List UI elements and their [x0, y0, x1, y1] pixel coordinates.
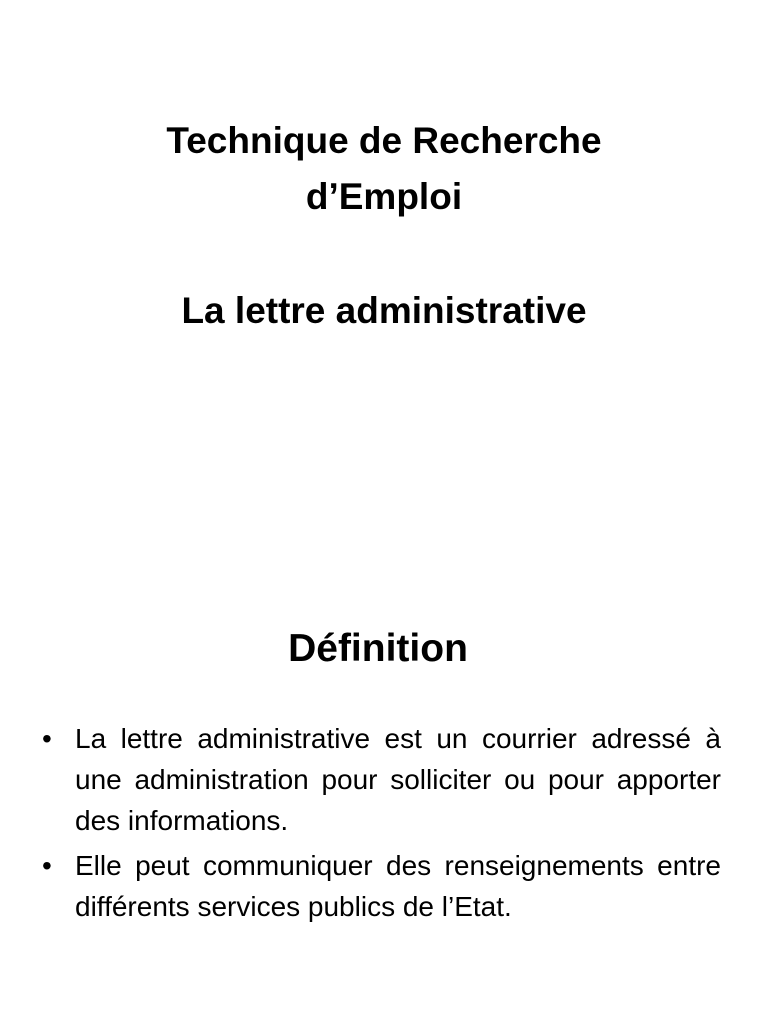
definition-list [40, 718, 721, 931]
bullet-icon: • [42, 723, 52, 754]
page-subtitle: La lettre administrative [181, 290, 587, 331]
section-heading: Définition [288, 627, 468, 670]
list-item [40, 845, 721, 927]
bullet-icon: • [42, 850, 52, 881]
list-item-text: La lettre administrative est un courrier adressé à une administration pour solliciter ou pour apporter des informations. [75, 723, 721, 836]
title-line-2: d’Emploi [305, 176, 463, 217]
list-item-text: Elle peut communiquer des renseignements entre différents services publics de l’Etat. [75, 850, 721, 922]
title-line-1: Technique de Recherche [166, 120, 602, 161]
list-item [40, 718, 721, 841]
page-title [60, 113, 708, 225]
